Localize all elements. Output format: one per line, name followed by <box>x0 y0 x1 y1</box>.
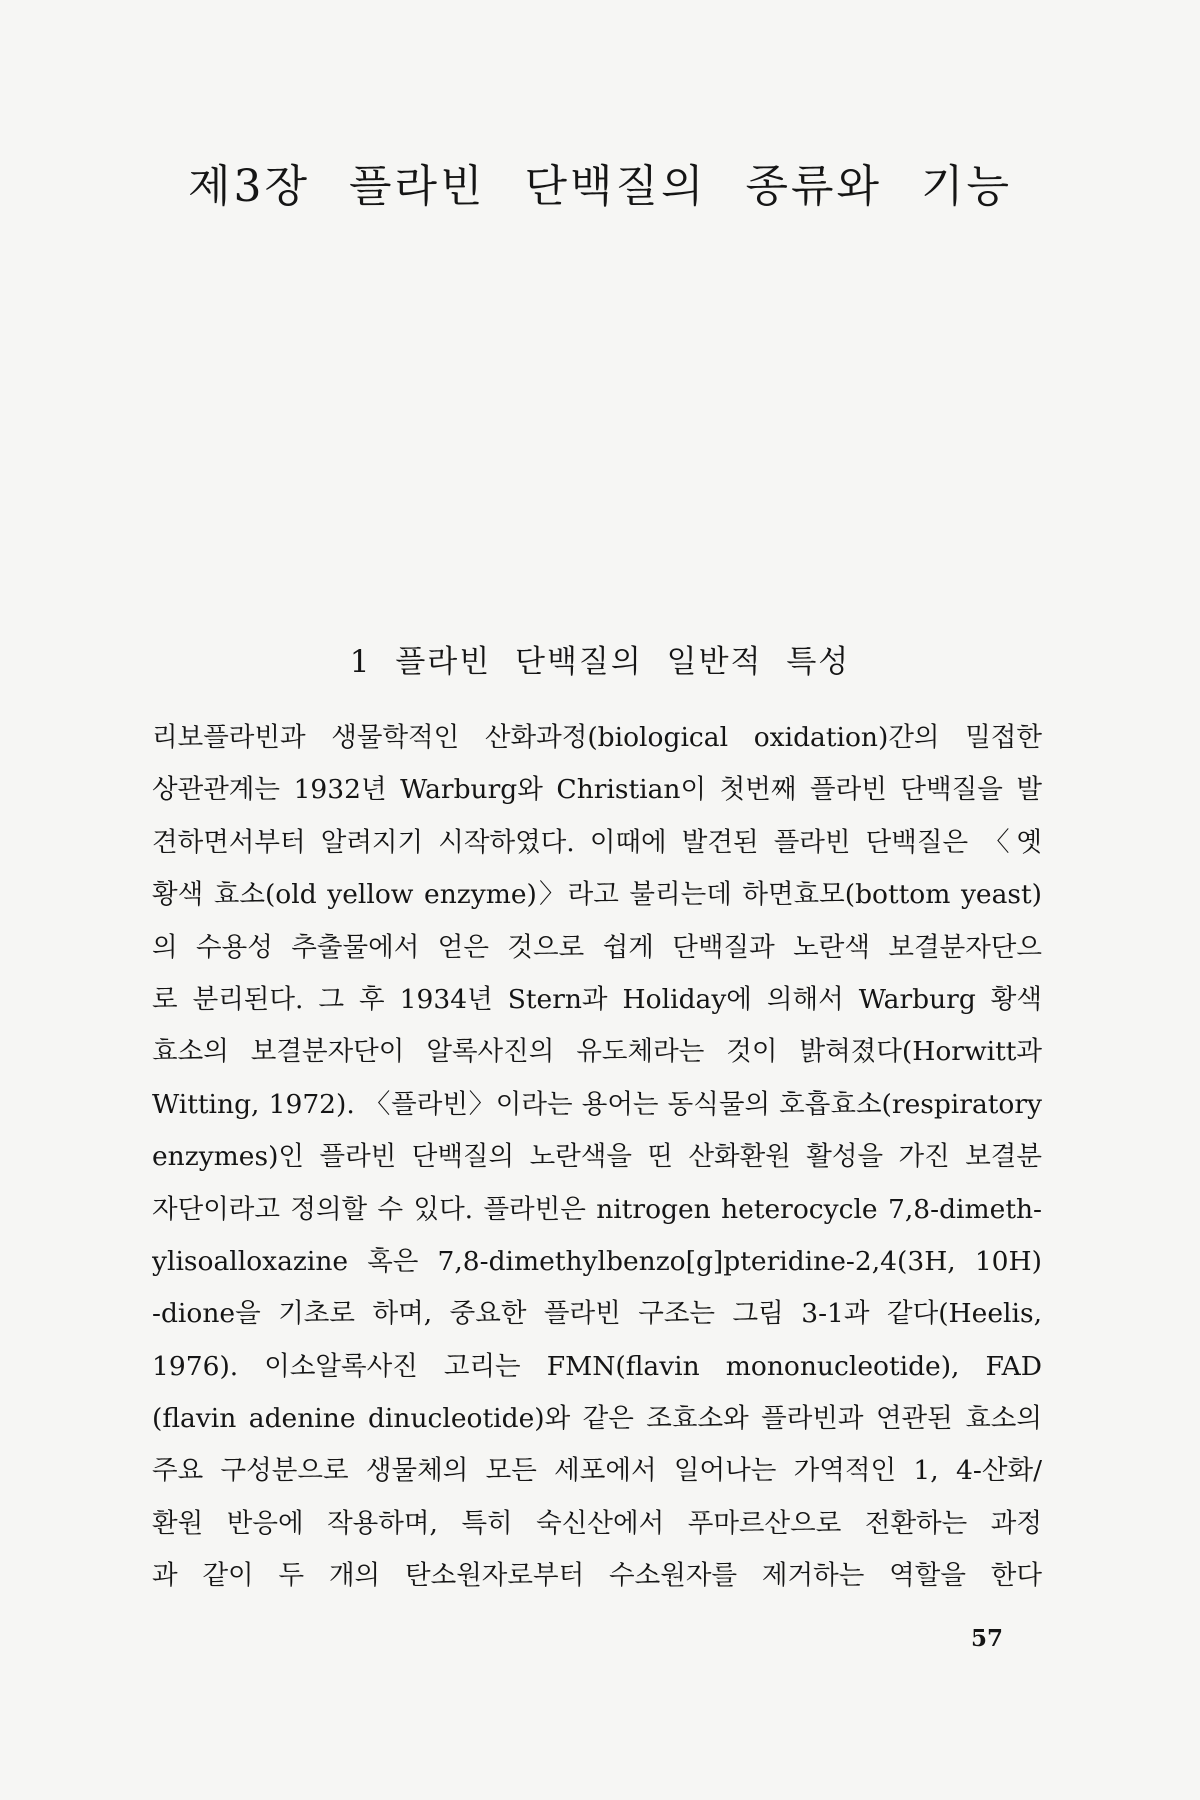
body-paragraph <box>152 712 1042 1603</box>
text-line: 자단이라고 정의할 수 있다. 플라빈은 nitrogen heterocycle 7,8-dimeth- <box>152 1193 1042 1225</box>
text-line: 효소의 보결분자단이 알록사진의 유도체라는 것이 밝혀졌다(Horwitt과 <box>152 1036 1042 1068</box>
text-line: Witting, 1972). 〈플라빈〉이라는 용어는 동식물의 호흡효소(respiratory <box>152 1088 1042 1120</box>
text-line: 환원 반응에 작용하며, 특히 숙신산에서 푸마르산으로 전환하는 과정 <box>152 1507 1042 1539</box>
text-line: ylisoalloxazine 혹은 7,8-dimethylbenzo[g]pteridine-2,4(3H, 10H) <box>152 1245 1042 1277</box>
page-number: 57 <box>970 1625 1003 1652</box>
text-line: -dione을 기초로 하며, 중요한 플라빈 구조는 그림 3-1과 같다(Heelis, <box>152 1298 1042 1330</box>
text-line: 리보플라빈과 생물학적인 산화과정(biological oxidation)간의 밀접한 <box>152 722 1042 753</box>
chapter-title: 제3장 플라빈 단백질의 종류와 기능 <box>188 161 1012 212</box>
text-line: 의 수용성 추출물에서 얻은 것으로 쉽게 단백질과 노란색 보결분자단으 <box>152 931 1042 963</box>
text-line: 1976). 이소알록사진 고리는 FMN(flavin mononucleotide), FAD <box>152 1350 1042 1382</box>
text-line: 상관관계는 1932년 Warburg와 Christian이 첫번째 플라빈 단백질을 발 <box>152 774 1042 806</box>
text-line: 주요 구성분으로 생물체의 모든 세포에서 일어나는 가역적인 1, 4-산화/ <box>152 1455 1042 1487</box>
text-line: (flavin adenine dinucleotide)와 같은 조효소와 플라빈과 연관된 효소의 <box>152 1403 1042 1435</box>
text-line: 로 분리된다. 그 후 1934년 Stern과 Holiday에 의해서 Warburg 황색 <box>152 983 1042 1015</box>
text-line: 황색 효소(old yellow enzyme)〉라고 불리는데 하면효모(bottom yeast) <box>152 879 1042 911</box>
text-line: enzymes)인 플라빈 단백질의 노란색을 띤 산화환원 활성을 가진 보결분 <box>152 1141 1042 1173</box>
text-line: 과 같이 두 개의 탄소원자로부터 수소원자를 제거하는 역할을 한다 <box>152 1560 1042 1592</box>
text-line: 견하면서부터 알려지기 시작하였다. 이때에 발견된 플라빈 단백질은 〈옛 <box>152 826 1042 858</box>
section-heading: 1 플라빈 단백질의 일반적 특성 <box>349 644 851 680</box>
